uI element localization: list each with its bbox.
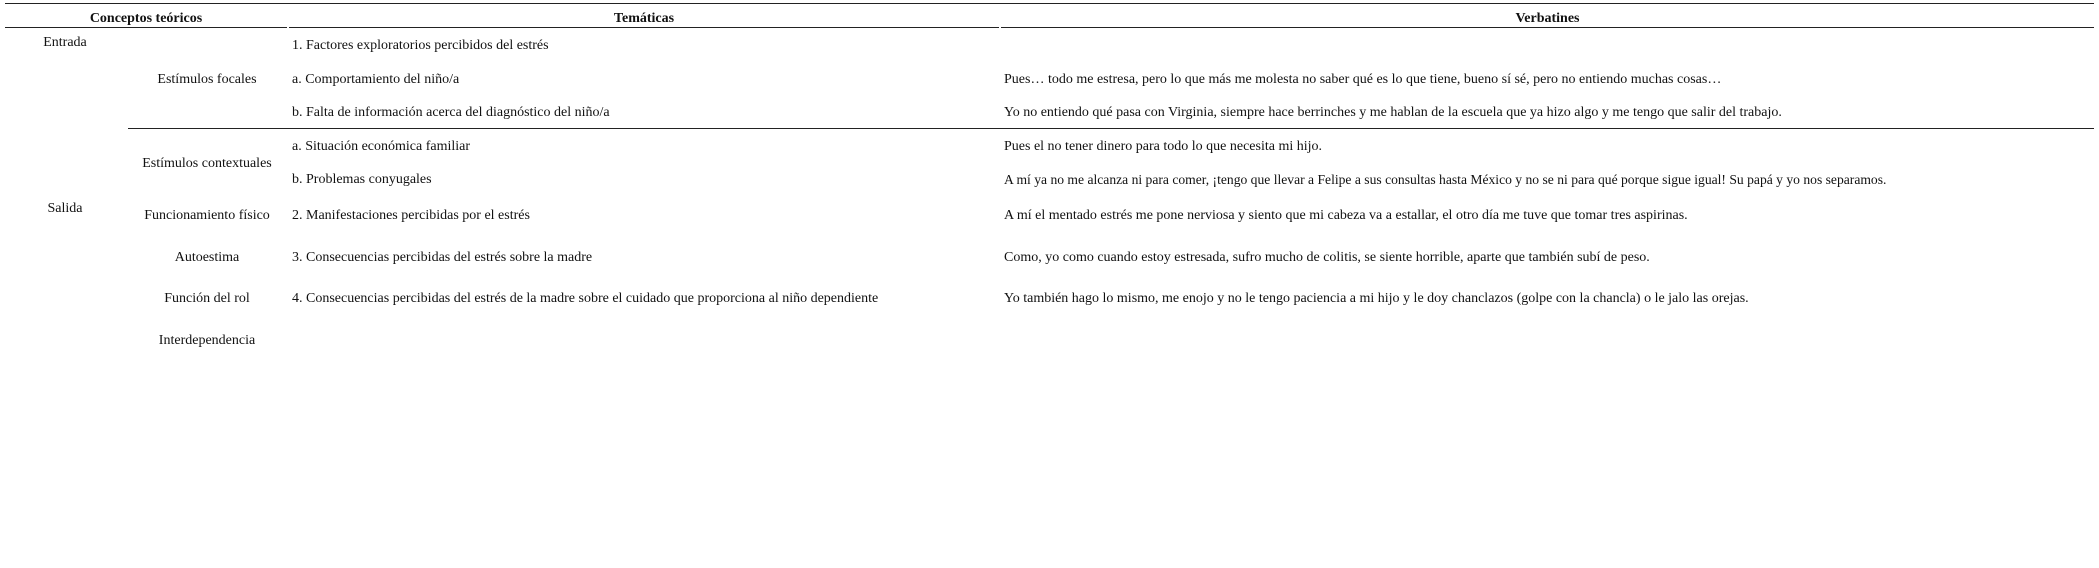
tematica-row-2: a. Comportamiento del niño/a — [292, 72, 460, 87]
table-top-rule — [5, 3, 2094, 4]
header-rule-tematicas — [289, 27, 999, 28]
tematica-row-7: 3. Consecuencias percibidas del estrés sobre la madre — [292, 250, 593, 265]
concept-autoestima: Autoestima — [174, 250, 240, 265]
concept-interdependencia: Interdependencia — [158, 333, 256, 348]
header-tematicas: Temáticas — [613, 11, 675, 26]
header-verbatines: Verbatines — [1515, 11, 1580, 26]
header-rule-conceptos — [5, 27, 287, 28]
verbatim-row-4: Pues el no tener dinero para todo lo que necesita mi hijo. — [1004, 139, 1323, 154]
header-conceptos: Conceptos teóricos — [89, 11, 203, 26]
tematica-row-8: 4. Consecuencias percibidas del estrés de la madre sobre el cuidado que proporciona al niño dependiente — [292, 291, 879, 306]
phase-entrada: Entrada — [43, 35, 87, 50]
verbatim-row-7: Como, yo como cuando estoy estresada, sufro mucho de colitis, se siente horrible, aparte que también subí de peso. — [1004, 250, 1650, 265]
concept-estimulos-focales: Estímulos focales — [157, 72, 257, 87]
concept-funcionamiento-fisico: Funcionamiento físico — [144, 208, 270, 223]
concept-funcion-rol: Función del rol — [164, 291, 250, 306]
tematica-row-6: 2. Manifestaciones percibidas por el estrés — [292, 208, 530, 223]
verbatim-row-2: Pues… todo me estresa, pero lo que más me molesta no saber qué es lo que tiene, bueno sí sé, pero no entiendo muchas cosas… — [1004, 72, 1722, 87]
verbatim-row-8: Yo también hago lo mismo, me enojo y no le tengo paciencia a mi hijo y le doy chanclazos (golpe con la chancla) o le jalo las orejas. — [1004, 291, 1749, 306]
concept-estimulos-contextuales: Estímulos contextuales — [142, 156, 272, 171]
header-rule-verbatines — [1001, 27, 2094, 28]
tematica-row-1: 1. Factores exploratorios percibidos del estrés — [292, 38, 549, 53]
verbatim-row-6: A mí el mentado estrés me pone nerviosa y siento que mi cabeza va a estallar, el otro día me tuve que tomar tres aspirinas. — [1004, 208, 1688, 223]
tematica-row-3: b. Falta de información acerca del diagnóstico del niño/a — [292, 105, 610, 120]
verbatim-row-5: A mí ya no me alcanza ni para comer, ¡tengo que llevar a Felipe a sus consultas hasta México y no se ni para qué porque sigue igual! Su papá y yo nos separamos. — [1004, 172, 1887, 187]
tematica-row-4: a. Situación económica familiar — [292, 139, 471, 154]
tematica-row-5: b. Problemas conyugales — [292, 172, 432, 187]
section-rule — [128, 128, 2094, 129]
phase-salida: Salida — [47, 201, 83, 216]
verbatim-row-3: Yo no entiendo qué pasa con Virginia, siempre hace berrinches y me hablan de la escuela que ya hizo algo y me tengo que salir del trabajo. — [1004, 105, 1782, 120]
